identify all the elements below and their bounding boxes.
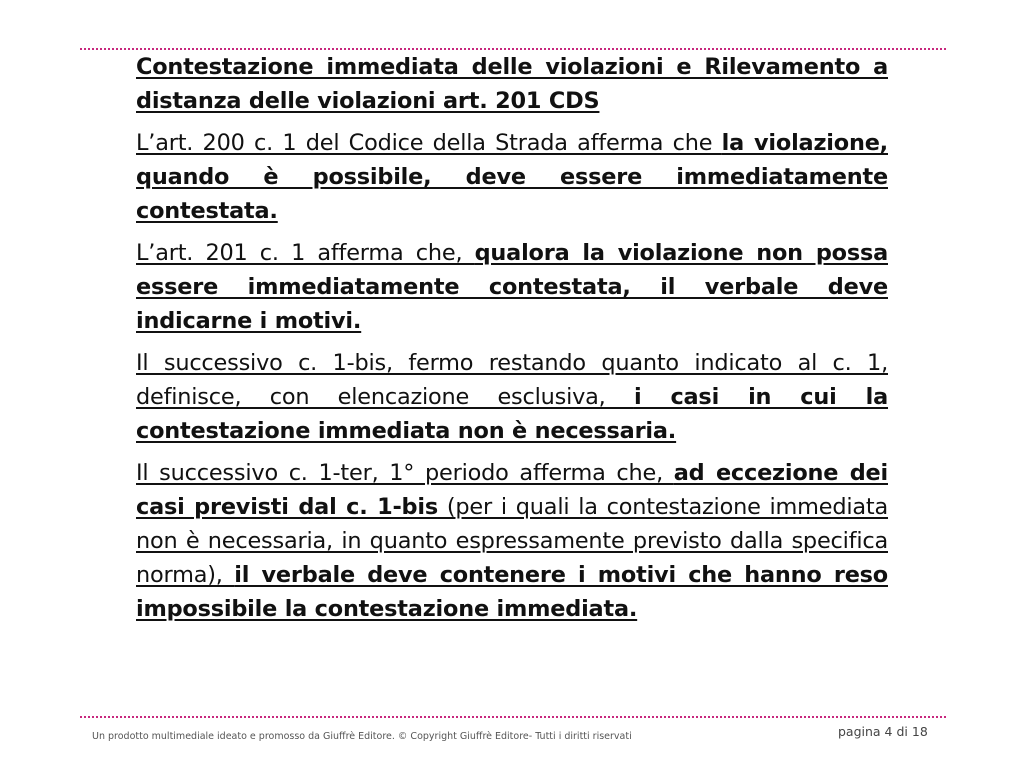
- paragraph-art-200-normal: L’art. 200 c. 1 del Codice della Strada afferma che: [136, 130, 722, 156]
- slide-heading: [136, 50, 888, 118]
- footer-copyright: Un prodotto multimediale ideato e promosso da Giuffrè Editore. © Copyright Giuffrè Editore- Tutti i diritti riservati: [92, 731, 632, 742]
- paragraph-art-201-c1: [136, 236, 888, 338]
- paragraph-c1-ter-normal-2: (per i quali la contestazione immediata non è necessaria, in quanto espressamente previsto dalla specifica norma),: [136, 494, 889, 588]
- page-counter: pagina 4 di 18: [838, 724, 928, 739]
- paragraph-art-200-bold: la violazione, quando è possibile, deve essere immediatamente contestata.: [136, 130, 888, 224]
- paragraph-c1-ter-bold-1: ad eccezione dei casi previsti dal c. 1-bis: [136, 460, 888, 520]
- paragraph-art-201-c1-normal: L’art. 201 c. 1 afferma che,: [136, 240, 475, 266]
- paragraph-art-200: [136, 126, 888, 228]
- heading-text: Contestazione immediata delle violazioni e Rilevamento a distanza delle violazioni art. 201 CDS: [136, 54, 888, 114]
- paragraph-art-201-c1-bold: qualora la violazione non possa essere immediatamente contestata, il verbale deve indicarne i motivi.: [136, 240, 888, 334]
- slide-content: [136, 50, 888, 634]
- paragraph-c1-ter: [136, 456, 888, 626]
- paragraph-c1-ter-normal-1: Il successivo c. 1-ter, 1° periodo afferma che,: [136, 460, 674, 486]
- paragraph-c1-bis-normal: Il successivo c. 1-bis, fermo restando quanto indicato al c. 1, definisce, con elencazione esclusiva,: [136, 350, 888, 410]
- paragraph-c1-bis-bold: i casi in cui la contestazione immediata non è necessaria.: [136, 384, 889, 444]
- paragraph-c1-bis: [136, 346, 888, 448]
- paragraph-c1-ter-bold-2: il verbale deve contenere i motivi che hanno reso impossibile la contestazione immediata.: [136, 562, 888, 622]
- bottom-dotted-rule: [80, 716, 946, 718]
